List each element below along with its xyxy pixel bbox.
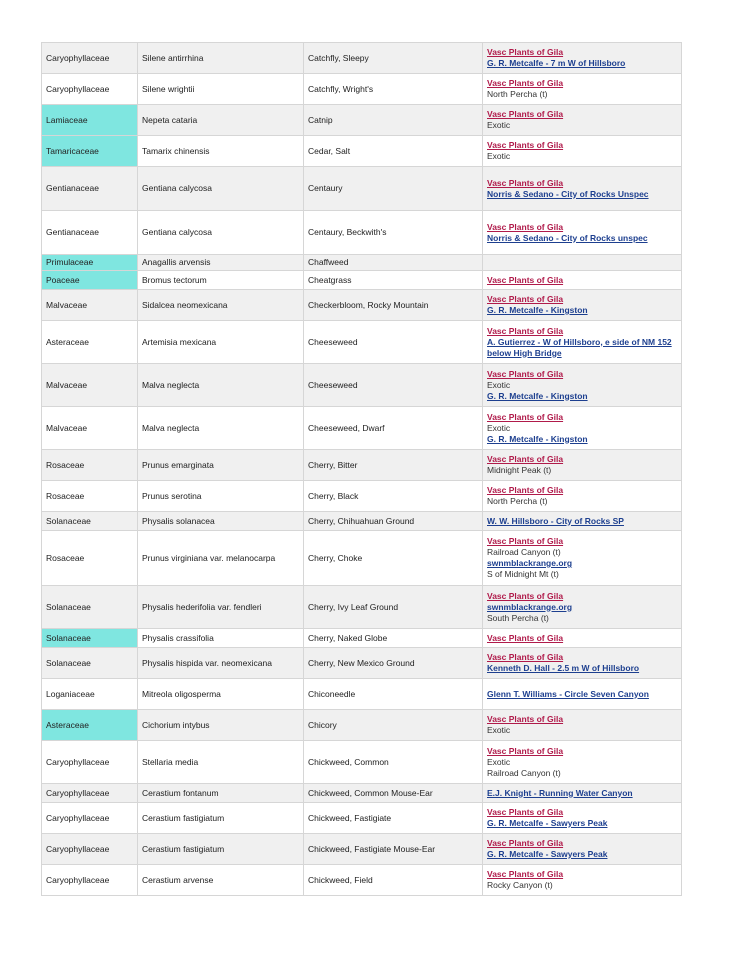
table-row xyxy=(42,679,682,710)
notes-cell xyxy=(483,586,682,629)
common-name-cell: Chickweed, Fastigiate xyxy=(304,803,483,834)
family-cell: Lamiaceae xyxy=(42,105,138,136)
family-cell: Rosaceae xyxy=(42,481,138,512)
reference-link[interactable]: Vasc Plants of Gila xyxy=(487,78,564,88)
common-name-cell: Centaury, Beckwith's xyxy=(304,211,483,255)
notes-cell xyxy=(483,710,682,741)
scientific-name-cell: Silene wrightii xyxy=(138,74,304,105)
notes-cell xyxy=(483,531,682,586)
common-name-cell: Chickweed, Common xyxy=(304,741,483,784)
scientific-name-cell: Prunus emarginata xyxy=(138,450,304,481)
family-cell: Malvaceae xyxy=(42,290,138,321)
reference-link[interactable]: Vasc Plants of Gila xyxy=(487,411,564,422)
table-row xyxy=(42,271,682,290)
reference-link[interactable]: Norris & Sedano - City of Rocks unspec xyxy=(487,232,648,243)
scientific-name-cell: Cerastium arvense xyxy=(138,865,304,896)
note-text: Exotic xyxy=(487,756,511,767)
notes-cell xyxy=(483,364,682,407)
reference-link[interactable]: A. Gutierrez - W of Hillsboro, e side of NM 152 below High Bridge xyxy=(487,336,672,358)
family-cell: Caryophyllaceae xyxy=(42,74,138,105)
table-row xyxy=(42,290,682,321)
reference-link[interactable]: Vasc Plants of Gila xyxy=(487,590,564,601)
table-row xyxy=(42,255,682,271)
scientific-name-cell: Physalis solanacea xyxy=(138,512,304,531)
scientific-name-cell: Cerastium fastigiatum xyxy=(138,803,304,834)
table-row xyxy=(42,803,682,834)
plant-list-body xyxy=(42,43,682,896)
reference-link[interactable]: Vasc Plants of Gila xyxy=(487,454,564,464)
reference-link[interactable]: Norris & Sedano - City of Rocks Unspec xyxy=(487,188,649,199)
reference-link[interactable]: Vasc Plants of Gila xyxy=(487,485,564,495)
note-text: South Percha (t) xyxy=(487,612,549,623)
notes-cell xyxy=(483,834,682,865)
scientific-name-cell: Nepeta cataria xyxy=(138,105,304,136)
reference-link[interactable]: Vasc Plants of Gila xyxy=(487,177,564,188)
scientific-name-cell: Gentiana calycosa xyxy=(138,211,304,255)
notes-cell xyxy=(483,255,682,271)
table-row xyxy=(42,43,682,74)
family-cell: Caryophyllaceae xyxy=(42,803,138,834)
table-row xyxy=(42,105,682,136)
family-cell: Malvaceae xyxy=(42,407,138,450)
family-cell: Malvaceae xyxy=(42,364,138,407)
scientific-name-cell: Anagallis arvensis xyxy=(138,255,304,271)
table-row xyxy=(42,741,682,784)
notes-cell xyxy=(483,679,682,710)
table-row xyxy=(42,321,682,364)
scientific-name-cell: Cerastium fastigiatum xyxy=(138,834,304,865)
reference-link[interactable]: Vasc Plants of Gila xyxy=(487,47,564,57)
family-cell: Rosaceae xyxy=(42,450,138,481)
common-name-cell: Cherry, Choke xyxy=(304,531,483,586)
reference-link[interactable]: G. R. Metcalfe - Sawyers Peak xyxy=(487,849,608,859)
family-cell: Solanaceae xyxy=(42,586,138,629)
reference-link[interactable]: Vasc Plants of Gila xyxy=(487,294,564,304)
table-row xyxy=(42,784,682,803)
reference-link[interactable]: E.J. Knight - Running Water Canyon xyxy=(487,787,633,798)
table-row xyxy=(42,211,682,255)
reference-link[interactable]: Vasc Plants of Gila xyxy=(487,714,564,724)
family-cell: Asteraceae xyxy=(42,710,138,741)
common-name-cell: Chiconeedle xyxy=(304,679,483,710)
reference-link[interactable]: G. R. Metcalfe - Kingston xyxy=(487,305,588,315)
notes-cell xyxy=(483,271,682,290)
scientific-name-cell: Physalis hispida var. neomexicana xyxy=(138,648,304,679)
common-name-cell: Cherry, Bitter xyxy=(304,450,483,481)
scientific-name-cell: Malva neglecta xyxy=(138,364,304,407)
notes-cell xyxy=(483,865,682,896)
scientific-name-cell: Gentiana calycosa xyxy=(138,167,304,211)
notes-cell xyxy=(483,211,682,255)
scientific-name-cell: Physalis crassifolia xyxy=(138,629,304,648)
plant-list-table xyxy=(41,42,682,896)
common-name-cell: Catchfly, Wright's xyxy=(304,74,483,105)
family-cell: Caryophyllaceae xyxy=(42,865,138,896)
common-name-cell: Cheatgrass xyxy=(304,271,483,290)
notes-cell xyxy=(483,803,682,834)
reference-link[interactable]: Vasc Plants of Gila xyxy=(487,109,564,119)
family-cell: Solanaceae xyxy=(42,629,138,648)
reference-link[interactable]: Vasc Plants of Gila xyxy=(487,221,564,232)
scientific-name-cell: Prunus virginiana var. melanocarpa xyxy=(138,531,304,586)
note-text: Exotic xyxy=(487,725,511,735)
common-name-cell: Catnip xyxy=(304,105,483,136)
table-row xyxy=(42,512,682,531)
note-text: Exotic xyxy=(487,422,511,433)
reference-link[interactable]: swnmblackrange.org xyxy=(487,601,573,612)
notes-cell xyxy=(483,784,682,803)
table-row xyxy=(42,136,682,167)
note-text: Midnight Peak (t) xyxy=(487,465,552,475)
reference-link[interactable]: Vasc Plants of Gila xyxy=(487,838,564,848)
common-name-cell: Chickweed, Fastigiate Mouse-Ear xyxy=(304,834,483,865)
family-cell: Solanaceae xyxy=(42,648,138,679)
notes-cell xyxy=(483,629,682,648)
reference-link[interactable]: Vasc Plants of Gila xyxy=(487,140,564,150)
family-cell: Solanaceae xyxy=(42,512,138,531)
common-name-cell: Cherry, Chihuahuan Ground xyxy=(304,512,483,531)
notes-cell xyxy=(483,167,682,211)
note-text: Exotic xyxy=(487,120,511,130)
notes-cell xyxy=(483,741,682,784)
table-row xyxy=(42,865,682,896)
scientific-name-cell: Tamarix chinensis xyxy=(138,136,304,167)
common-name-cell: Cedar, Salt xyxy=(304,136,483,167)
note-text: Exotic xyxy=(487,379,511,390)
common-name-cell: Cherry, Ivy Leaf Ground xyxy=(304,586,483,629)
notes-cell xyxy=(483,136,682,167)
common-name-cell: Chicory xyxy=(304,710,483,741)
reference-link[interactable]: G. R. Metcalfe - 7 m W of Hillsboro xyxy=(487,58,626,68)
note-text: Railroad Canyon (t) xyxy=(487,767,561,778)
table-row xyxy=(42,364,682,407)
reference-link[interactable]: swnmblackrange.org xyxy=(487,558,573,568)
scientific-name-cell: Stellaria media xyxy=(138,741,304,784)
reference-link[interactable]: Vasc Plants of Gila xyxy=(487,807,564,817)
common-name-cell: Cherry, Black xyxy=(304,481,483,512)
common-name-cell: Cheeseweed xyxy=(304,321,483,364)
reference-link[interactable]: Vasc Plants of Gila xyxy=(487,368,564,379)
table-row xyxy=(42,629,682,648)
notes-cell xyxy=(483,407,682,450)
table-row xyxy=(42,450,682,481)
table-row xyxy=(42,710,682,741)
reference-link[interactable]: G. R. Metcalfe - Kingston xyxy=(487,390,588,401)
table-row xyxy=(42,481,682,512)
common-name-cell: Checkerbloom, Rocky Mountain xyxy=(304,290,483,321)
reference-link[interactable]: G. R. Metcalfe - Sawyers Peak xyxy=(487,818,608,828)
reference-link[interactable]: G. R. Metcalfe - Kingston xyxy=(487,433,588,444)
family-cell: Caryophyllaceae xyxy=(42,784,138,803)
family-cell: Tamaricaceae xyxy=(42,136,138,167)
scientific-name-cell: Malva neglecta xyxy=(138,407,304,450)
note-text: Exotic xyxy=(487,151,511,161)
table-row xyxy=(42,407,682,450)
scientific-name-cell: Silene antirrhina xyxy=(138,43,304,74)
reference-link[interactable]: Vasc Plants of Gila xyxy=(487,652,564,662)
family-cell: Rosaceae xyxy=(42,531,138,586)
family-cell: Caryophyllaceae xyxy=(42,834,138,865)
common-name-cell: Cherry, New Mexico Ground xyxy=(304,648,483,679)
scientific-name-cell: Cerastium fontanum xyxy=(138,784,304,803)
scientific-name-cell: Physalis hederifolia var. fendleri xyxy=(138,586,304,629)
note-text: North Percha (t) xyxy=(487,89,548,99)
common-name-cell: Catchfly, Sleepy xyxy=(304,43,483,74)
note-text: North Percha (t) xyxy=(487,496,548,506)
scientific-name-cell: Cichorium intybus xyxy=(138,710,304,741)
notes-cell xyxy=(483,43,682,74)
notes-cell xyxy=(483,74,682,105)
notes-cell xyxy=(483,450,682,481)
family-cell: Primulaceae xyxy=(42,255,138,271)
common-name-cell: Centaury xyxy=(304,167,483,211)
notes-cell xyxy=(483,105,682,136)
scientific-name-cell: Sidalcea neomexicana xyxy=(138,290,304,321)
reference-link[interactable]: Vasc Plants of Gila xyxy=(487,274,564,285)
notes-cell xyxy=(483,290,682,321)
scientific-name-cell: Mitreola oligosperma xyxy=(138,679,304,710)
note-text: Railroad Canyon (t) xyxy=(487,547,561,557)
family-cell: Caryophyllaceae xyxy=(42,741,138,784)
reference-link[interactable]: Vasc Plants of Gila xyxy=(487,536,564,546)
notes-cell xyxy=(483,481,682,512)
common-name-cell: Chickweed, Field xyxy=(304,865,483,896)
reference-link[interactable]: W. W. Hillsboro - City of Rocks SP xyxy=(487,515,624,526)
family-cell: Poaceae xyxy=(42,271,138,290)
reference-link[interactable]: Glenn T. Williams - Circle Seven Canyon xyxy=(487,688,649,699)
reference-link[interactable]: Vasc Plants of Gila xyxy=(487,869,564,879)
notes-cell xyxy=(483,512,682,531)
common-name-cell: Cheeseweed, Dwarf xyxy=(304,407,483,450)
scientific-name-cell: Bromus tectorum xyxy=(138,271,304,290)
family-cell: Caryophyllaceae xyxy=(42,43,138,74)
table-row xyxy=(42,167,682,211)
note-text: S of Midnight Mt (t) xyxy=(487,569,559,579)
family-cell: Loganiaceae xyxy=(42,679,138,710)
table-row xyxy=(42,648,682,679)
table-row xyxy=(42,74,682,105)
reference-link[interactable]: Kenneth D. Hall - 2.5 m W of Hillsboro xyxy=(487,663,640,673)
notes-cell xyxy=(483,648,682,679)
common-name-cell: Cheeseweed xyxy=(304,364,483,407)
reference-link[interactable]: Vasc Plants of Gila xyxy=(487,632,564,643)
common-name-cell: Cherry, Naked Globe xyxy=(304,629,483,648)
note-text: Rocky Canyon (t) xyxy=(487,880,553,890)
common-name-cell: Chickweed, Common Mouse-Ear xyxy=(304,784,483,803)
family-cell: Gentianaceae xyxy=(42,167,138,211)
scientific-name-cell: Artemisia mexicana xyxy=(138,321,304,364)
table-row xyxy=(42,834,682,865)
reference-link[interactable]: Vasc Plants of Gila xyxy=(487,325,564,336)
table-row xyxy=(42,531,682,586)
notes-cell xyxy=(483,321,682,364)
scientific-name-cell: Prunus serotina xyxy=(138,481,304,512)
table-row xyxy=(42,586,682,629)
family-cell: Asteraceae xyxy=(42,321,138,364)
family-cell: Gentianaceae xyxy=(42,211,138,255)
reference-link[interactable]: Vasc Plants of Gila xyxy=(487,745,564,756)
common-name-cell: Chaffweed xyxy=(304,255,483,271)
